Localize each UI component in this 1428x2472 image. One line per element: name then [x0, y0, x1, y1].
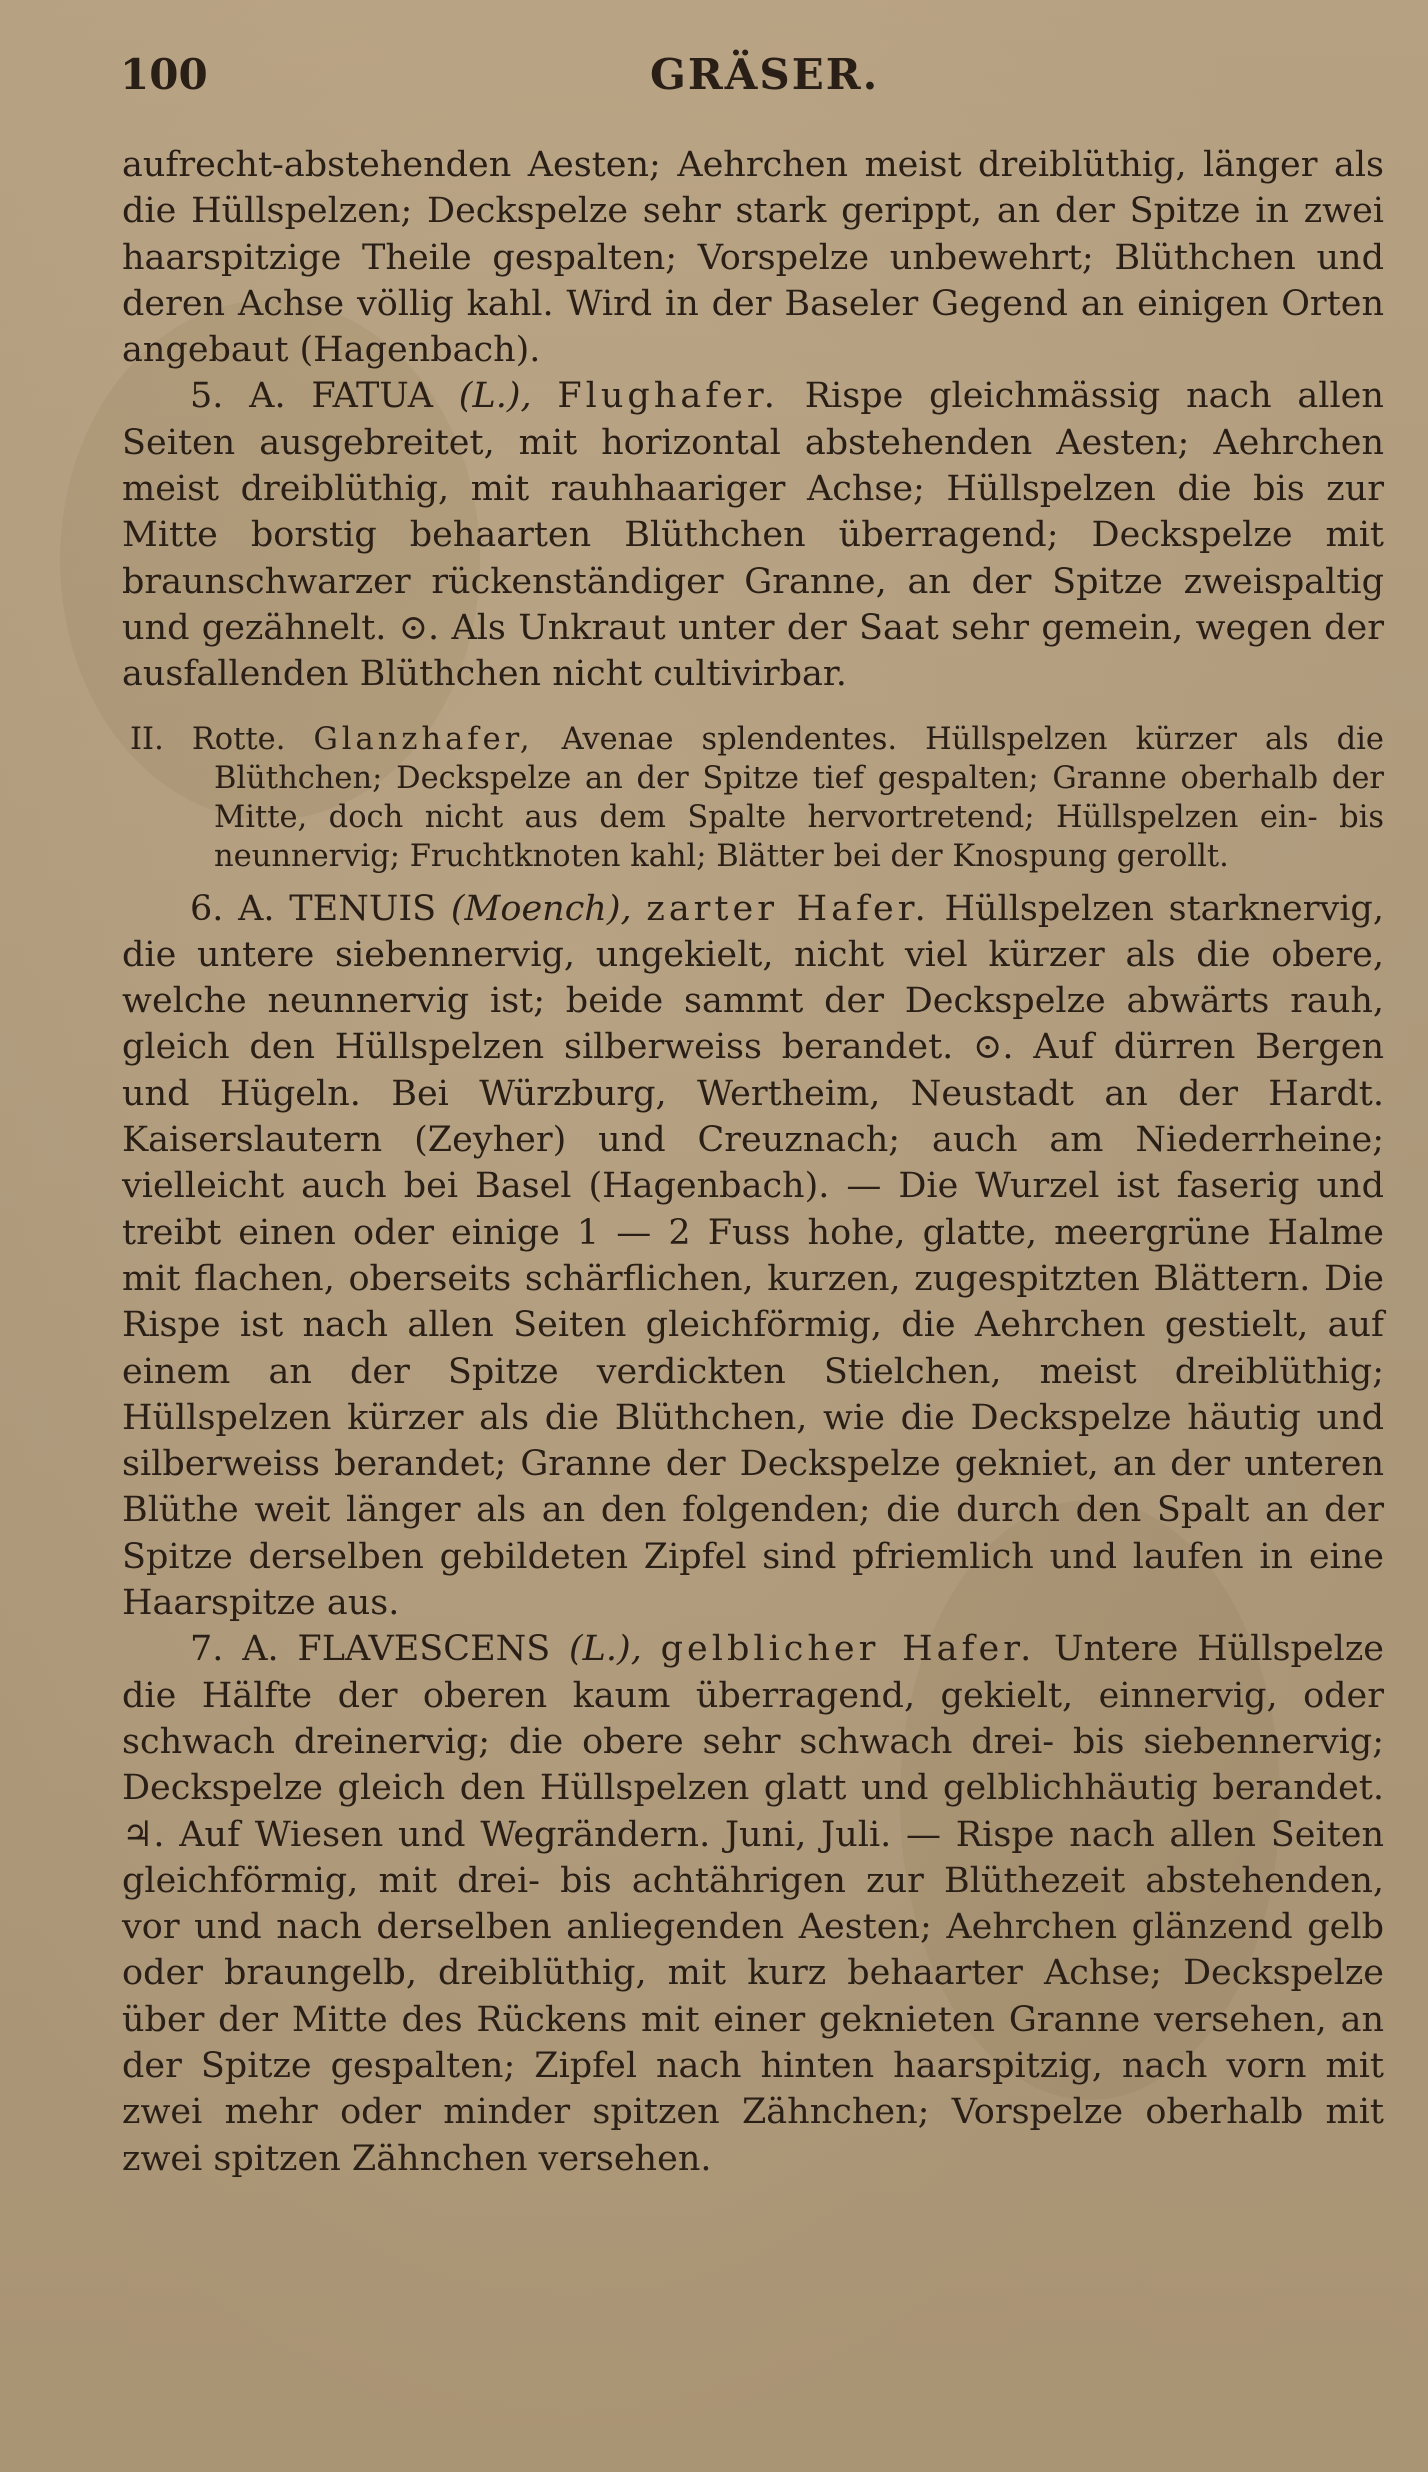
species-number: 6. A.	[190, 888, 275, 929]
species-name: FATUA	[311, 376, 434, 417]
page-number: 100	[120, 50, 208, 99]
species-name: FLAVESCENS	[297, 1629, 551, 1670]
species-author: (L.),	[458, 376, 532, 417]
species-common-name: gelblicher Hafer.	[660, 1629, 1036, 1670]
species-number: 7. A.	[190, 1629, 279, 1670]
species-description: Rispe gleichmässig nach allen Seiten ausgebreitet, mit horizontal abstehenden Aesten; Aehrchen meist dreiblüthig, mit rauhhaariger Achse; Hüllspelzen die bis zur Mitte borstig behaarten Blüthchen überragend; Deckspelze mit braunschwarzer rückenständiger Granne, an der Spitze zweispaltig und gezähnelt. ⊙. Als Unkraut unter der Saat sehr gemein, wegen der ausfallenden Blüthchen nicht cultivirbar.	[122, 376, 1384, 695]
running-title: GRÄSER.	[650, 50, 880, 99]
species-number: 5. A.	[190, 376, 286, 417]
paragraph-species-6	[122, 886, 1384, 1627]
species-common-name: Flughafer.	[557, 376, 779, 417]
section-name: Glanzhafer,	[313, 721, 534, 757]
section-label: II. Rotte.	[130, 721, 286, 757]
species-author: (Moench),	[450, 888, 632, 929]
species-name: TENUIS	[289, 888, 437, 929]
page-header	[120, 40, 1370, 110]
section-description: Avenae splendentes. Hüllspelzen kürzer als die Blüthchen; Deckspelze an der Spitze tief gespalten; Granne oberhalb der Mitte, doch nicht aus dem Spalte hervortretend; Hüllspelzen ein- bis neunnervig; Fruchtknoten kahl; Blätter bei der Knospung gerollt.	[214, 721, 1384, 874]
paragraph-species-5	[122, 373, 1384, 697]
body-text	[122, 142, 1384, 2182]
species-author: (L.),	[569, 1629, 642, 1670]
species-common-name: zarter Hafer.	[646, 888, 930, 929]
paragraph-species-7	[122, 1626, 1384, 2182]
section-wrap	[122, 720, 1384, 876]
section-heading-ii	[130, 720, 1384, 876]
paragraph-continuation: aufrecht-abstehenden Aesten; Aehrchen meist dreiblüthig, länger als die Hüllspelzen; Deckspelze sehr stark gerippt, an der Spitze in zwei haarspitzige Theile gespalten; Vorspelze unbewehrt; Blüthchen und deren Achse völlig kahl. Wird in der Baseler Gegend an einigen Orten angebaut (Hagenbach).	[122, 145, 1384, 371]
species-description: Untere Hüllspelze die Hälfte der oberen kaum überragend, gekielt, einnervig, oder schwach dreinervig; die obere sehr schwach drei- bis siebennervig; Deckspelze gleich den Hüllspelzen glatt und gelblichhäutig berandet. ♃. Auf Wiesen und Wegrändern. Juni, Juli. — Rispe nach allen Seiten gleichförmig, mit drei- bis achtährigen zur Blüthezeit abstehenden, vor und nach derselben anliegenden Aesten; Aehrchen glänzend gelb oder braungelb, dreiblüthig, mit kurz behaarter Achse; Deckspelze über der Mitte des Rückens mit einer geknieten Granne versehen, an der Spitze gespalten; Zipfel nach hinten haarspitzig, nach vorn mit zwei mehr oder minder spitzen Zähnchen; Vorspelze oberhalb mit zwei spitzen Zähnchen versehen.	[122, 1629, 1384, 2179]
species-description: Hüllspelzen starknervig, die untere siebennervig, ungekielt, nicht viel kürzer als die obere, welche neunnervig ist; beide sammt der Deckspelze abwärts rauh, gleich den Hüllspelzen silberweiss berandet. ⊙. Auf dürren Bergen und Hügeln. Bei Würzburg, Wertheim, Neustadt an der Hardt. Kaiserslautern (Zeyher) und Creuznach; auch am Niederrheine; vielleicht auch bei Basel (Hagenbach). — Die Wurzel ist faserig und treibt einen oder einige 1 — 2 Fuss hohe, glatte, meergrüne Halme mit flachen, oberseits schärflichen, kurzen, zugespitzten Blättern. Die Rispe ist nach allen Seiten gleichförmig, die Aehrchen gestielt, auf einem an der Spitze verdickten Stielchen, meist dreiblüthig; Hüllspelzen kürzer als die Blüthchen, wie die Deckspelze häutig und silberweiss berandet; Granne der Deckspelze gekniet, an der unteren Blüthe weit länger als an den folgenden; die durch den Spalt an der Spitze derselben gebildeten Zipfel sind pfriemlich und laufen in eine Haarspitze aus.	[122, 888, 1384, 1624]
